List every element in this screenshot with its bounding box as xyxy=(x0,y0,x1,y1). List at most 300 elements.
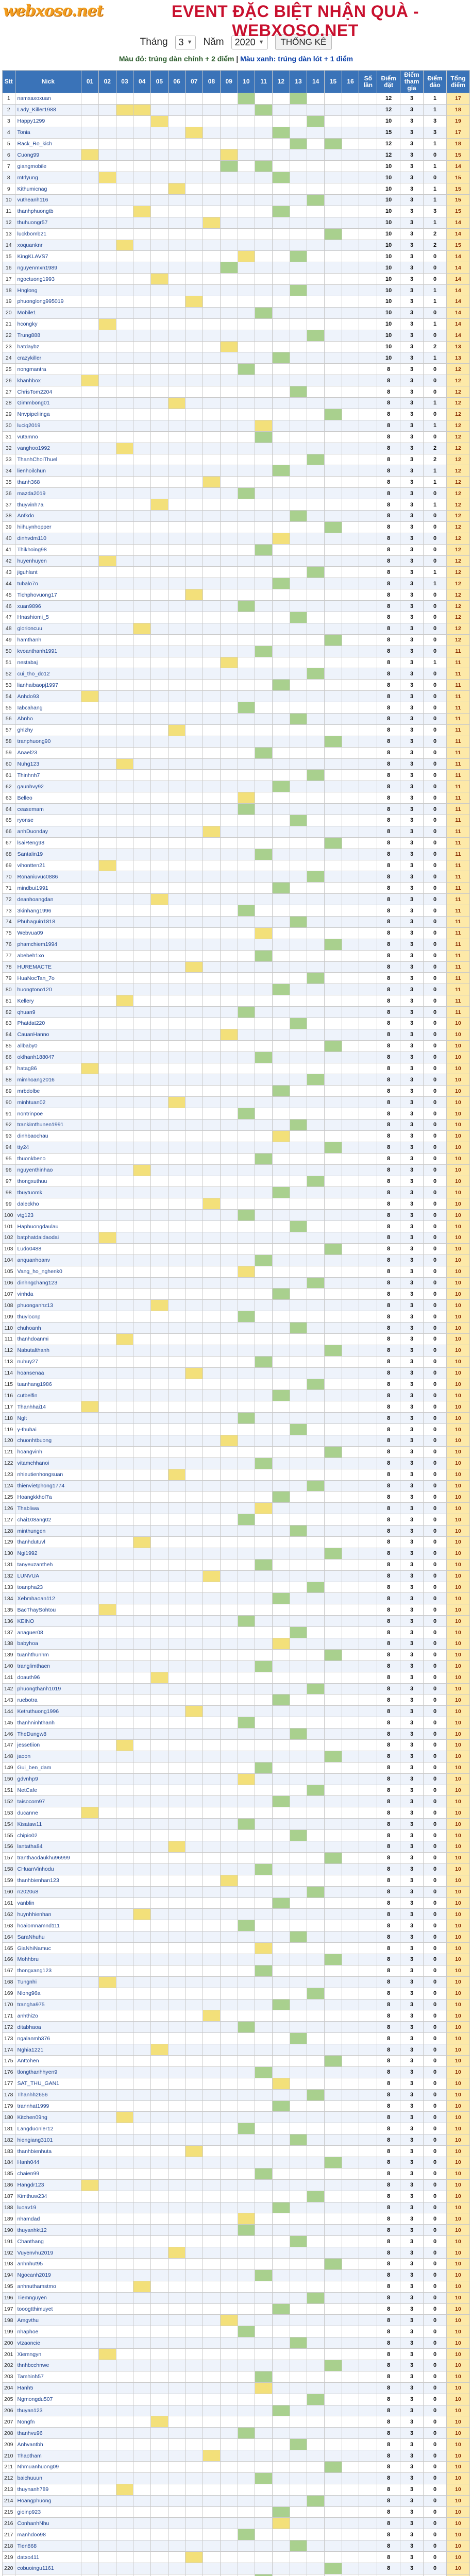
nick-cell[interactable]: khanhbox xyxy=(15,375,81,386)
nick-cell[interactable]: Ngmongdu507 xyxy=(15,2394,81,2405)
day-cell xyxy=(238,2281,255,2292)
nick-cell[interactable]: phuonganhz13 xyxy=(15,1300,81,1311)
score-cell xyxy=(359,2213,377,2225)
nick-cell[interactable]: namxaxoxuan xyxy=(15,93,81,105)
nick-cell[interactable]: allbaby0 xyxy=(15,1040,81,1052)
nick-cell[interactable]: xoquanknr xyxy=(15,240,81,251)
nick-cell[interactable]: Tamhinh57 xyxy=(15,2371,81,2382)
nick-cell[interactable]: xuan9896 xyxy=(15,601,81,612)
nick-cell[interactable]: Kisataw11 xyxy=(15,1819,81,1830)
nick-cell[interactable]: thuyan123 xyxy=(15,2405,81,2416)
nick-cell[interactable]: 3kinhang1996 xyxy=(15,905,81,917)
nick-cell[interactable]: Thanhhai14 xyxy=(15,1401,81,1413)
nick-cell[interactable]: Anttohen xyxy=(15,2055,81,2066)
nick-cell[interactable]: glorioncuu xyxy=(15,623,81,634)
nick-cell[interactable]: nguyenthinhao xyxy=(15,1164,81,1176)
day-cell xyxy=(290,104,307,115)
day-cell xyxy=(255,296,273,308)
nick-cell[interactable]: thongxang123 xyxy=(15,1965,81,1976)
nick-cell[interactable]: anhthi2o xyxy=(15,2010,81,2022)
nick-cell[interactable]: giangmobile xyxy=(15,161,81,172)
nick-cell[interactable]: Amgvthu xyxy=(15,2315,81,2326)
day-cell xyxy=(168,409,186,420)
nick-cell[interactable]: Ahnho xyxy=(15,713,81,724)
day-cell xyxy=(342,364,359,375)
nick-cell[interactable]: qhuan9 xyxy=(15,1007,81,1018)
nick-cell[interactable]: huongtono120 xyxy=(15,984,81,995)
score-cell: 0 xyxy=(424,815,447,826)
score-cell xyxy=(359,792,377,804)
nick-cell[interactable]: huyenhuyen xyxy=(15,555,81,567)
day-cell xyxy=(307,1029,325,1040)
day-cell xyxy=(168,939,186,950)
nick-cell[interactable]: anquanhoanv xyxy=(15,1255,81,1266)
day-cell xyxy=(133,1683,151,1694)
day-cell xyxy=(116,927,133,939)
total-score-cell: 10 xyxy=(446,1886,469,1897)
nick-cell[interactable]: tbuytuomk xyxy=(15,1187,81,1198)
nick-cell[interactable]: Tiemnguyen xyxy=(15,2292,81,2303)
nick-cell[interactable]: dinhvdm110 xyxy=(15,533,81,544)
nick-cell[interactable]: nhamdad xyxy=(15,2213,81,2225)
score-cell: 3 xyxy=(424,127,447,138)
nick-cell[interactable]: ducanne xyxy=(15,1807,81,1819)
nick-cell[interactable]: Thabliwa xyxy=(15,1503,81,1514)
nick-cell[interactable]: luoav19 xyxy=(15,2202,81,2213)
day-cell xyxy=(133,274,151,285)
score-cell xyxy=(359,2089,377,2100)
nick-cell[interactable]: nontrinpoe xyxy=(15,1108,81,1120)
day-cell xyxy=(116,1480,133,1492)
nick-cell[interactable]: Tungnhi xyxy=(15,1976,81,1988)
nick-cell[interactable]: trannhat1999 xyxy=(15,2100,81,2112)
nick-cell[interactable]: Thanhh2656 xyxy=(15,2089,81,2100)
nick-cell[interactable]: hiengiang3101 xyxy=(15,2134,81,2146)
nick-cell[interactable]: Thikhoing98 xyxy=(15,544,81,555)
total-score-cell: 10 xyxy=(446,1446,469,1458)
nick-cell[interactable]: ngalanmh376 xyxy=(15,2033,81,2044)
nick-cell[interactable]: hcongky xyxy=(15,318,81,330)
nick-cell[interactable]: CHuanVinhodu xyxy=(15,1863,81,1875)
nick-cell[interactable]: nhaphoe xyxy=(15,2326,81,2337)
nick-cell[interactable]: HUREMACTE xyxy=(15,961,81,973)
nick-cell[interactable]: vutheanh116 xyxy=(15,195,81,206)
nick-cell[interactable]: tranglimthaen xyxy=(15,1660,81,1672)
score-cell: 0 xyxy=(424,1458,447,1469)
nick-cell[interactable]: chai108ang02 xyxy=(15,1514,81,1526)
nick-cell[interactable]: Nnvpipeliinga xyxy=(15,409,81,420)
table-row xyxy=(3,127,470,138)
nick-cell[interactable]: anaguer08 xyxy=(15,1627,81,1638)
day-cell xyxy=(116,1965,133,1976)
nick-cell[interactable]: trangha975 xyxy=(15,1999,81,2010)
nick-cell[interactable]: jaoon xyxy=(15,1751,81,1762)
nick-cell[interactable]: CauanHanno xyxy=(15,1029,81,1040)
nick-cell[interactable]: y-thuhai xyxy=(15,1424,81,1435)
nick-cell[interactable]: Lady_Killer1988 xyxy=(15,104,81,115)
nick-cell[interactable]: trankimthunen1991 xyxy=(15,1120,81,1131)
day-cell xyxy=(325,1920,342,1931)
score-cell: 10 xyxy=(377,285,400,296)
nick-cell[interactable]: batphatdaidaodai xyxy=(15,1232,81,1243)
score-cell: 8 xyxy=(377,409,400,420)
nick-cell[interactable]: Nongfn xyxy=(15,2416,81,2428)
score-cell: 3 xyxy=(400,2078,424,2089)
day-cell xyxy=(238,1920,255,1931)
day-cell xyxy=(186,1176,203,1187)
nick-cell[interactable]: Kitchen09ng xyxy=(15,2112,81,2123)
day-cell xyxy=(98,2371,116,2382)
nick-cell[interactable]: cutbelfin xyxy=(15,1390,81,1401)
nick-cell[interactable]: huynhhienhan xyxy=(15,1909,81,1920)
nick-cell[interactable]: KingKLAVS7 xyxy=(15,251,81,262)
nick-cell[interactable]: ceasemam xyxy=(15,804,81,815)
score-cell: 3 xyxy=(400,1311,424,1323)
day-cell xyxy=(186,589,203,601)
nick-cell[interactable]: Webvua09 xyxy=(15,927,81,939)
total-score-cell: 10 xyxy=(446,1627,469,1638)
nick-cell[interactable]: thuyanhkt12 xyxy=(15,2225,81,2236)
day-cell xyxy=(133,1074,151,1086)
nick-cell[interactable]: HuaNocTan_7o xyxy=(15,973,81,984)
day-cell xyxy=(220,296,238,308)
day-cell xyxy=(98,443,116,454)
day-cell xyxy=(98,691,116,702)
day-cell xyxy=(342,601,359,612)
nick-cell[interactable]: vinhda xyxy=(15,1289,81,1300)
day-cell xyxy=(255,691,273,702)
nick-cell[interactable]: thuhuongr57 xyxy=(15,217,81,228)
nick-cell[interactable]: nhieutienhongsuan xyxy=(15,1469,81,1480)
nick-cell[interactable]: thanhninhthanh xyxy=(15,1717,81,1728)
nick-cell[interactable]: ngoctuong1993 xyxy=(15,274,81,285)
nick-cell[interactable]: jiguhlant xyxy=(15,567,81,578)
nick-cell[interactable]: Ngi1992 xyxy=(15,1548,81,1559)
nick-cell[interactable]: thanhdutuvl xyxy=(15,1537,81,1548)
nick-cell[interactable]: ChrisTom2204 xyxy=(15,386,81,398)
nick-cell[interactable]: Kimthuw234 xyxy=(15,2191,81,2202)
nick-cell[interactable]: ghlzhy xyxy=(15,724,81,736)
nick-cell[interactable]: jessetiion xyxy=(15,1740,81,1751)
nick-cell[interactable]: nguyenmxn1989 xyxy=(15,262,81,274)
nick-cell[interactable]: Kellery xyxy=(15,995,81,1007)
nick-cell[interactable]: thanhdoanmi xyxy=(15,1333,81,1345)
day-cell xyxy=(186,488,203,499)
nick-cell[interactable]: tranphuong90 xyxy=(15,736,81,747)
nick-cell[interactable]: anhnuthamstmo xyxy=(15,2281,81,2292)
nick-cell[interactable]: ruebotra xyxy=(15,1694,81,1706)
nick-cell[interactable]: Belleo xyxy=(15,792,81,804)
nick-cell[interactable]: Gui_ben_dam xyxy=(15,1762,81,1773)
nick-cell[interactable]: Trung888 xyxy=(15,330,81,341)
score-cell: 3 xyxy=(400,657,424,668)
nick-cell[interactable]: tubalo7o xyxy=(15,578,81,589)
day-cell xyxy=(81,567,99,578)
nick-cell[interactable]: Ronaniuvuc0886 xyxy=(15,871,81,883)
day-cell xyxy=(186,104,203,115)
nick-cell[interactable]: Phuhaguin1818 xyxy=(15,917,81,928)
nick-cell[interactable]: chuonhtbuong xyxy=(15,1435,81,1446)
nick-cell[interactable]: Nglt xyxy=(15,1413,81,1424)
nick-cell[interactable]: ThanhChoiThuel xyxy=(15,454,81,465)
day-cell xyxy=(325,601,342,612)
day-cell xyxy=(307,1717,325,1728)
nick-cell[interactable]: lienhoilchun xyxy=(15,465,81,477)
score-cell: 8 xyxy=(377,961,400,973)
nick-cell[interactable]: anhDuonday xyxy=(15,826,81,837)
day-cell xyxy=(151,747,168,758)
nick-cell[interactable]: tuanhthunhm xyxy=(15,1649,81,1660)
nick-cell[interactable]: mimhoang2016 xyxy=(15,1074,81,1086)
nick-cell[interactable]: thuyvinh7a xyxy=(15,499,81,511)
nick-cell[interactable]: Anael23 xyxy=(15,747,81,758)
nick-cell[interactable]: Langduonler12 xyxy=(15,2123,81,2134)
day-cell xyxy=(290,352,307,364)
nick-cell[interactable]: dinhngchang123 xyxy=(15,1277,81,1289)
nick-cell[interactable]: Nabutalthanh xyxy=(15,1345,81,1356)
day-cell xyxy=(186,1164,203,1176)
nick-cell[interactable]: mrbdolbe xyxy=(15,1086,81,1097)
chevron-down-icon: ▼ xyxy=(258,39,264,45)
nick-cell[interactable]: hatag86 xyxy=(15,1063,81,1074)
nick-cell[interactable]: BacThaySohtou xyxy=(15,1604,81,1616)
nick-cell[interactable]: ryonse xyxy=(15,815,81,826)
nick-cell[interactable]: Hangdr123 xyxy=(15,2179,81,2191)
nick-cell[interactable]: Anfkdo xyxy=(15,510,81,521)
nick-cell[interactable]: nestabaj xyxy=(15,657,81,668)
day-cell xyxy=(272,2315,290,2326)
nick-cell[interactable]: abebeh1xo xyxy=(15,950,81,961)
nick-cell[interactable]: Ketruthuong1996 xyxy=(15,1706,81,1717)
score-cell: 0 xyxy=(424,1728,447,1740)
day-cell xyxy=(220,984,238,995)
nick-cell[interactable]: daleckho xyxy=(15,1198,81,1210)
nick-cell[interactable]: Gimmbong01 xyxy=(15,398,81,409)
nick-cell[interactable]: tooogtthimuyet xyxy=(15,2303,81,2315)
nick-cell[interactable]: babyhoa xyxy=(15,1638,81,1650)
nick-cell[interactable]: GiaNhiNamuc xyxy=(15,1943,81,1954)
nick-cell[interactable]: thanh368 xyxy=(15,477,81,488)
nick-cell[interactable]: vitamchhanoi xyxy=(15,1458,81,1469)
day-cell xyxy=(290,2236,307,2247)
nick-cell[interactable]: hoangvinh xyxy=(15,1446,81,1458)
day-cell xyxy=(81,1469,99,1480)
score-cell xyxy=(359,285,377,296)
nick-cell[interactable]: LUNVUA xyxy=(15,1570,81,1582)
nick-cell[interactable]: dinhbaochau xyxy=(15,1130,81,1142)
nick-cell[interactable]: phuonglong995019 xyxy=(15,296,81,308)
day-cell xyxy=(342,837,359,849)
nick-cell[interactable]: toanpha23 xyxy=(15,1582,81,1593)
rank-cell: 158 xyxy=(3,1863,15,1875)
nick-cell[interactable]: Vuyenvhu2019 xyxy=(15,2247,81,2259)
day-cell xyxy=(290,724,307,736)
nick-cell[interactable]: gdvnhp9 xyxy=(15,1773,81,1785)
score-cell xyxy=(359,2360,377,2371)
nick-cell[interactable]: mindbui1991 xyxy=(15,883,81,894)
nick-cell[interactable]: Xebmhaoan112 xyxy=(15,1593,81,1604)
nick-cell[interactable]: thuylocnp xyxy=(15,1311,81,1323)
day-cell xyxy=(133,2033,151,2044)
day-cell xyxy=(272,420,290,431)
nick-cell[interactable]: thanhbienhan123 xyxy=(15,1875,81,1886)
day-cell xyxy=(290,1356,307,1367)
nick-cell[interactable]: Xiemngyn xyxy=(15,2349,81,2360)
day-cell xyxy=(98,1863,116,1875)
day-cell xyxy=(81,1052,99,1063)
nick-cell[interactable]: Chanthang xyxy=(15,2236,81,2247)
nick-cell[interactable]: minthungen xyxy=(15,1526,81,1537)
nick-cell[interactable]: Vang_ho_nghenk0 xyxy=(15,1266,81,1277)
nick-cell[interactable]: nuhuy27 xyxy=(15,1356,81,1367)
nick-cell[interactable]: hiihuynhopper xyxy=(15,521,81,533)
nick-cell[interactable]: hoansenaa xyxy=(15,1367,81,1379)
nick-cell[interactable]: vtzaoncie xyxy=(15,2337,81,2349)
nick-cell[interactable]: gaunhvy92 xyxy=(15,781,81,792)
day-cell xyxy=(342,318,359,330)
day-cell xyxy=(203,2033,221,2044)
nick-cell[interactable]: vutamno xyxy=(15,431,81,443)
nick-cell[interactable]: oklhanh188047 xyxy=(15,1052,81,1063)
site-logo[interactable] xyxy=(3,2,111,28)
nick-cell[interactable]: hatdaybz xyxy=(15,341,81,352)
nick-cell[interactable]: Hoangkkhol7a xyxy=(15,1492,81,1503)
nick-cell[interactable]: anhnhut95 xyxy=(15,2259,81,2270)
score-cell: 8 xyxy=(377,567,400,578)
nick-cell[interactable]: tanyeuzantheh xyxy=(15,1559,81,1570)
nick-cell[interactable]: KEINO xyxy=(15,1616,81,1627)
nick-cell[interactable]: tty24 xyxy=(15,1142,81,1153)
score-cell: 8 xyxy=(377,871,400,883)
day-cell xyxy=(238,871,255,883)
nick-cell[interactable]: thnhbcchnwe xyxy=(15,2360,81,2371)
nick-cell[interactable]: thuonkbeno xyxy=(15,1153,81,1164)
rank-cell: 55 xyxy=(3,702,15,714)
nick-cell[interactable]: hamthanh xyxy=(15,634,81,646)
nick-cell[interactable]: NetCafe xyxy=(15,1785,81,1796)
day-cell xyxy=(307,1559,325,1570)
day-cell xyxy=(342,781,359,792)
nick-cell[interactable]: thanhbienhuta xyxy=(15,2146,81,2157)
nick-cell[interactable]: phamchiem1994 xyxy=(15,939,81,950)
nick-cell[interactable]: vtg123 xyxy=(15,1210,81,1221)
day-cell xyxy=(272,443,290,454)
nick-cell[interactable]: chaien99 xyxy=(15,2168,81,2179)
nick-cell[interactable]: Hanh044 xyxy=(15,2157,81,2168)
nick-cell[interactable]: chipio02 xyxy=(15,1830,81,1841)
nick-cell[interactable]: n2020u8 xyxy=(15,1886,81,1897)
nick-cell[interactable]: chuhoanh xyxy=(15,1323,81,1334)
nick-cell[interactable]: minhtuan02 xyxy=(15,1097,81,1108)
day-cell xyxy=(238,1379,255,1390)
nick-cell[interactable]: Ngocanh2019 xyxy=(15,2269,81,2281)
nick-cell[interactable]: taisocom97 xyxy=(15,1796,81,1807)
day-cell xyxy=(220,1762,238,1773)
nick-cell[interactable]: Mohhbru xyxy=(15,1954,81,1965)
nick-cell[interactable]: Kithumicnag xyxy=(15,183,81,195)
nick-cell[interactable]: vanblin xyxy=(15,1897,81,1909)
day-cell xyxy=(168,2382,186,2394)
nick-cell[interactable]: SAT_THU_GAN1 xyxy=(15,2078,81,2089)
day-cell xyxy=(255,826,273,837)
nick-cell[interactable]: Haphuongdaulau xyxy=(15,1221,81,1232)
nick-cell[interactable]: lianhaibaopj1997 xyxy=(15,680,81,691)
nick-cell[interactable]: Hnglong xyxy=(15,285,81,296)
day-cell xyxy=(116,567,133,578)
nick-cell[interactable]: tranthaodaukhu96999 xyxy=(15,1852,81,1863)
nick-cell[interactable]: Nlong96a xyxy=(15,1988,81,1999)
day-cell xyxy=(203,172,221,183)
day-cell xyxy=(133,127,151,138)
nick-cell[interactable]: tuanhang1986 xyxy=(15,1379,81,1390)
nick-cell[interactable]: Anhdo93 xyxy=(15,691,81,702)
nick-cell[interactable]: nongmantra xyxy=(15,364,81,375)
nick-cell[interactable]: Hanh5 xyxy=(15,2382,81,2394)
day-cell xyxy=(325,2213,342,2225)
nick-cell[interactable]: kvoanthanh1991 xyxy=(15,646,81,657)
nick-cell[interactable]: Cuong99 xyxy=(15,149,81,161)
nick-cell[interactable]: Rack_Ro_kich xyxy=(15,138,81,149)
nick-cell[interactable]: thienvietphong1774 xyxy=(15,1480,81,1492)
nick-cell[interactable]: doauth96 xyxy=(15,1672,81,1683)
score-cell: 3 xyxy=(400,634,424,646)
nick-cell[interactable]: Phatdat220 xyxy=(15,1018,81,1029)
nick-cell[interactable]: luckbomb21 xyxy=(15,228,81,240)
nick-cell[interactable]: Thinhnh7 xyxy=(15,770,81,781)
nick-cell[interactable]: Happy1299 xyxy=(15,115,81,127)
nick-cell[interactable]: phuongthanh1019 xyxy=(15,1683,81,1694)
day-cell xyxy=(168,1672,186,1683)
day-cell xyxy=(307,1616,325,1627)
score-cell xyxy=(359,894,377,905)
nick-cell[interactable]: vanghoo1992 xyxy=(15,443,81,454)
nick-cell[interactable]: Mobile1 xyxy=(15,307,81,318)
nick-cell[interactable]: crazykiller xyxy=(15,352,81,364)
nick-cell[interactable]: SaraNhuhu xyxy=(15,1931,81,1943)
total-score-cell: 18 xyxy=(446,138,469,149)
statistics-button[interactable]: THỐNG KÊ xyxy=(275,35,332,50)
nick-cell[interactable]: Nuhg123 xyxy=(15,758,81,770)
nick-cell[interactable]: mtrlyung xyxy=(15,172,81,183)
score-cell xyxy=(359,93,377,105)
nick-cell[interactable]: Nghia1221 xyxy=(15,2044,81,2056)
nick-cell[interactable]: ditabhaoa xyxy=(15,2022,81,2033)
day-cell xyxy=(116,431,133,443)
nick-cell[interactable]: lsaiReng98 xyxy=(15,837,81,849)
nick-cell[interactable]: Tichphovuong17 xyxy=(15,589,81,601)
nick-cell[interactable]: cui_tho_do12 xyxy=(15,668,81,680)
nick-cell[interactable]: vihontten21 xyxy=(15,860,81,871)
nick-cell[interactable]: mazda2019 xyxy=(15,488,81,499)
day-cell xyxy=(272,1108,290,1120)
nick-cell[interactable]: Santalin19 xyxy=(15,849,81,860)
nick-cell[interactable]: luciq2019 xyxy=(15,420,81,431)
nick-cell[interactable]: thongxuthuu xyxy=(15,1176,81,1187)
day-cell xyxy=(203,307,221,318)
nick-cell[interactable]: tlongthanhhyen9 xyxy=(15,2066,81,2078)
nick-cell[interactable]: thanhphuongtb xyxy=(15,206,81,217)
nick-cell[interactable]: deanhoangdan xyxy=(15,894,81,905)
day-cell xyxy=(151,1706,168,1717)
nick-cell[interactable]: Tonia xyxy=(15,127,81,138)
nick-cell[interactable]: hoaiomnamnd111 xyxy=(15,1920,81,1931)
nick-cell[interactable]: Iabcahang xyxy=(15,702,81,714)
nick-cell[interactable]: lantatha84 xyxy=(15,1841,81,1853)
score-cell: 10 xyxy=(377,115,400,127)
nick-cell[interactable]: Hnashiomi_5 xyxy=(15,612,81,623)
nick-cell[interactable]: TheDungw8 xyxy=(15,1728,81,1740)
nick-cell[interactable]: Ludo0488 xyxy=(15,1243,81,1255)
